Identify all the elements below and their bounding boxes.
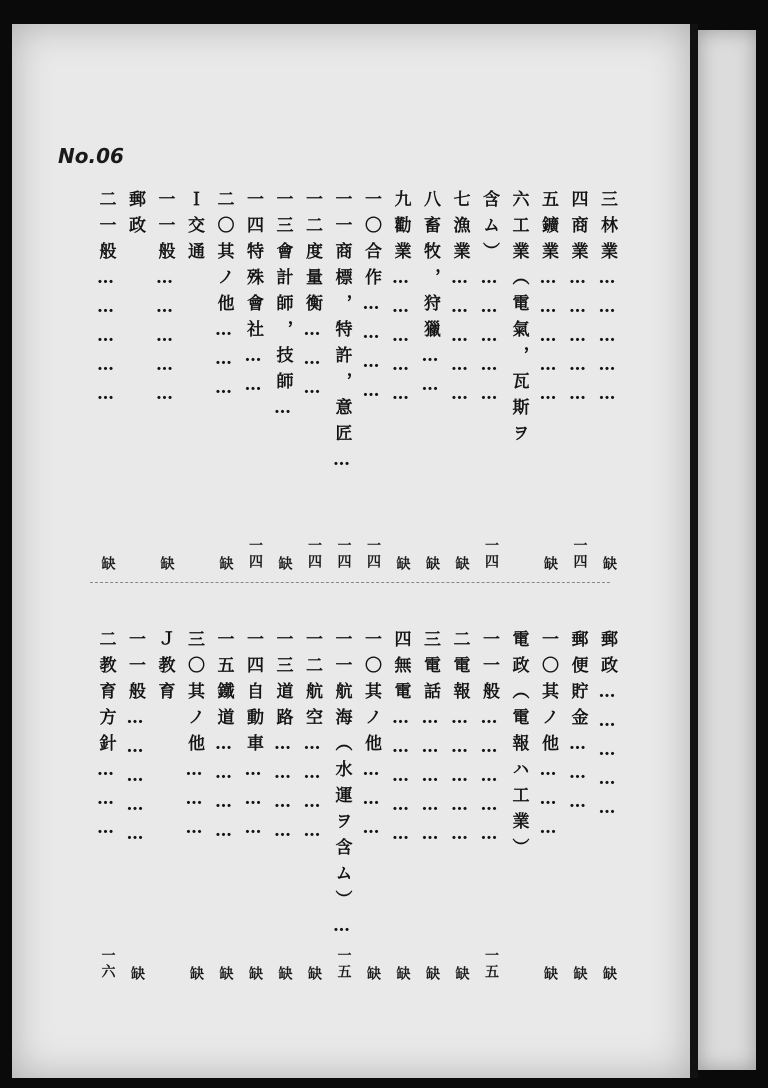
entry-text: 三〇其ノ他……… xyxy=(184,630,204,847)
entry-value: 缺 xyxy=(276,966,293,982)
entry-text: 一三會計師，技師… xyxy=(272,190,293,427)
entry-value: 缺 xyxy=(601,556,617,572)
entry-text: 四無電…………… xyxy=(390,630,411,853)
entry-text: 一一商標，特許，意匠… xyxy=(331,190,352,479)
entry-value: 缺 xyxy=(394,966,411,982)
entry-value: 一四 xyxy=(483,538,499,570)
entry-value: 一四 xyxy=(571,538,588,570)
entry-text: 郵政 xyxy=(125,190,145,242)
entry-value: 缺 xyxy=(188,966,204,982)
entry-text: 二教育方針……… xyxy=(95,630,116,847)
entry-text: 三電話…………… xyxy=(420,630,440,853)
entry-text: 六工業（電氣，瓦斯ヲ xyxy=(508,190,529,450)
entry-text: 七漁業…………… xyxy=(449,190,470,413)
entry-value: 一六 xyxy=(99,948,116,980)
entry-text: 一一般…………… xyxy=(125,630,145,853)
entry-value: 缺 xyxy=(424,966,440,982)
entry-value: 一四 xyxy=(247,538,263,570)
adjacent-page-strip xyxy=(698,30,756,1070)
entry-text: 五鑛業…………… xyxy=(538,190,558,413)
entry-value: 缺 xyxy=(365,966,381,982)
entry-value: 缺 xyxy=(571,966,588,982)
entry-value: 一五 xyxy=(483,948,499,980)
section-divider xyxy=(90,582,610,583)
entry-text: 一一航海（水運ヲ含ム）… xyxy=(331,630,352,945)
entry-value: 缺 xyxy=(217,966,234,982)
entry-value: 缺 xyxy=(394,556,411,572)
entry-value: 缺 xyxy=(276,556,293,572)
entry-text: 二一般…………… xyxy=(95,190,116,413)
entry-text: 一一般…………… xyxy=(154,190,175,413)
entry-text: 一〇其ノ他……… xyxy=(538,630,558,847)
entry-text: 含ム）…………… xyxy=(479,190,499,413)
entry-text: Ｊ教育 xyxy=(154,630,175,708)
entry-text: 郵政…………… xyxy=(597,630,617,827)
entry-text: 四商業…………… xyxy=(567,190,588,413)
entry-text: 郵便貯金……… xyxy=(567,630,588,821)
entry-text: 一三道路………… xyxy=(272,630,293,850)
entry-value: 一四 xyxy=(306,538,322,570)
entry-text: 八畜牧，狩獵…… xyxy=(420,190,440,404)
entry-value: 一五 xyxy=(335,948,352,980)
entry-text: 一四自動車……… xyxy=(243,630,263,847)
entry-value: 缺 xyxy=(424,556,440,572)
entry-text: 一四特殊會社…… xyxy=(243,190,263,404)
entry-text: 一五鐵道………… xyxy=(213,630,234,850)
entry-text: 一二航空………… xyxy=(302,630,322,850)
entry-value: 缺 xyxy=(99,556,116,572)
entry-value: 缺 xyxy=(247,966,263,982)
page-gutter xyxy=(690,24,698,1078)
entry-value: 缺 xyxy=(601,966,617,982)
entry-text: Ｉ交通 xyxy=(184,190,204,268)
entry-text: 二電報…………… xyxy=(449,630,470,853)
entry-value: 缺 xyxy=(542,556,558,572)
entry-value: 一四 xyxy=(365,538,381,570)
entry-value: 缺 xyxy=(217,556,234,572)
entry-text: 一〇合作………… xyxy=(361,190,381,410)
entry-text: 一一般…………… xyxy=(479,630,499,853)
entry-value: 缺 xyxy=(129,966,145,982)
entry-text: 二〇其ノ他……… xyxy=(213,190,234,407)
entry-value: 缺 xyxy=(453,966,470,982)
entry-value: 缺 xyxy=(453,556,470,572)
entry-value: 一四 xyxy=(335,538,352,570)
entry-value: 缺 xyxy=(542,966,558,982)
entry-value: 缺 xyxy=(158,556,175,572)
entry-text: 一〇其ノ他……… xyxy=(361,630,381,847)
entry-text: 三林業…………… xyxy=(597,190,617,413)
entry-text: 九勸業…………… xyxy=(390,190,411,413)
entry-text: 一二度量衡……… xyxy=(302,190,322,407)
page-number: No.06 xyxy=(58,144,124,168)
entry-text: 電政（電報ハ工業） xyxy=(508,630,529,864)
entry-value: 缺 xyxy=(306,966,322,982)
